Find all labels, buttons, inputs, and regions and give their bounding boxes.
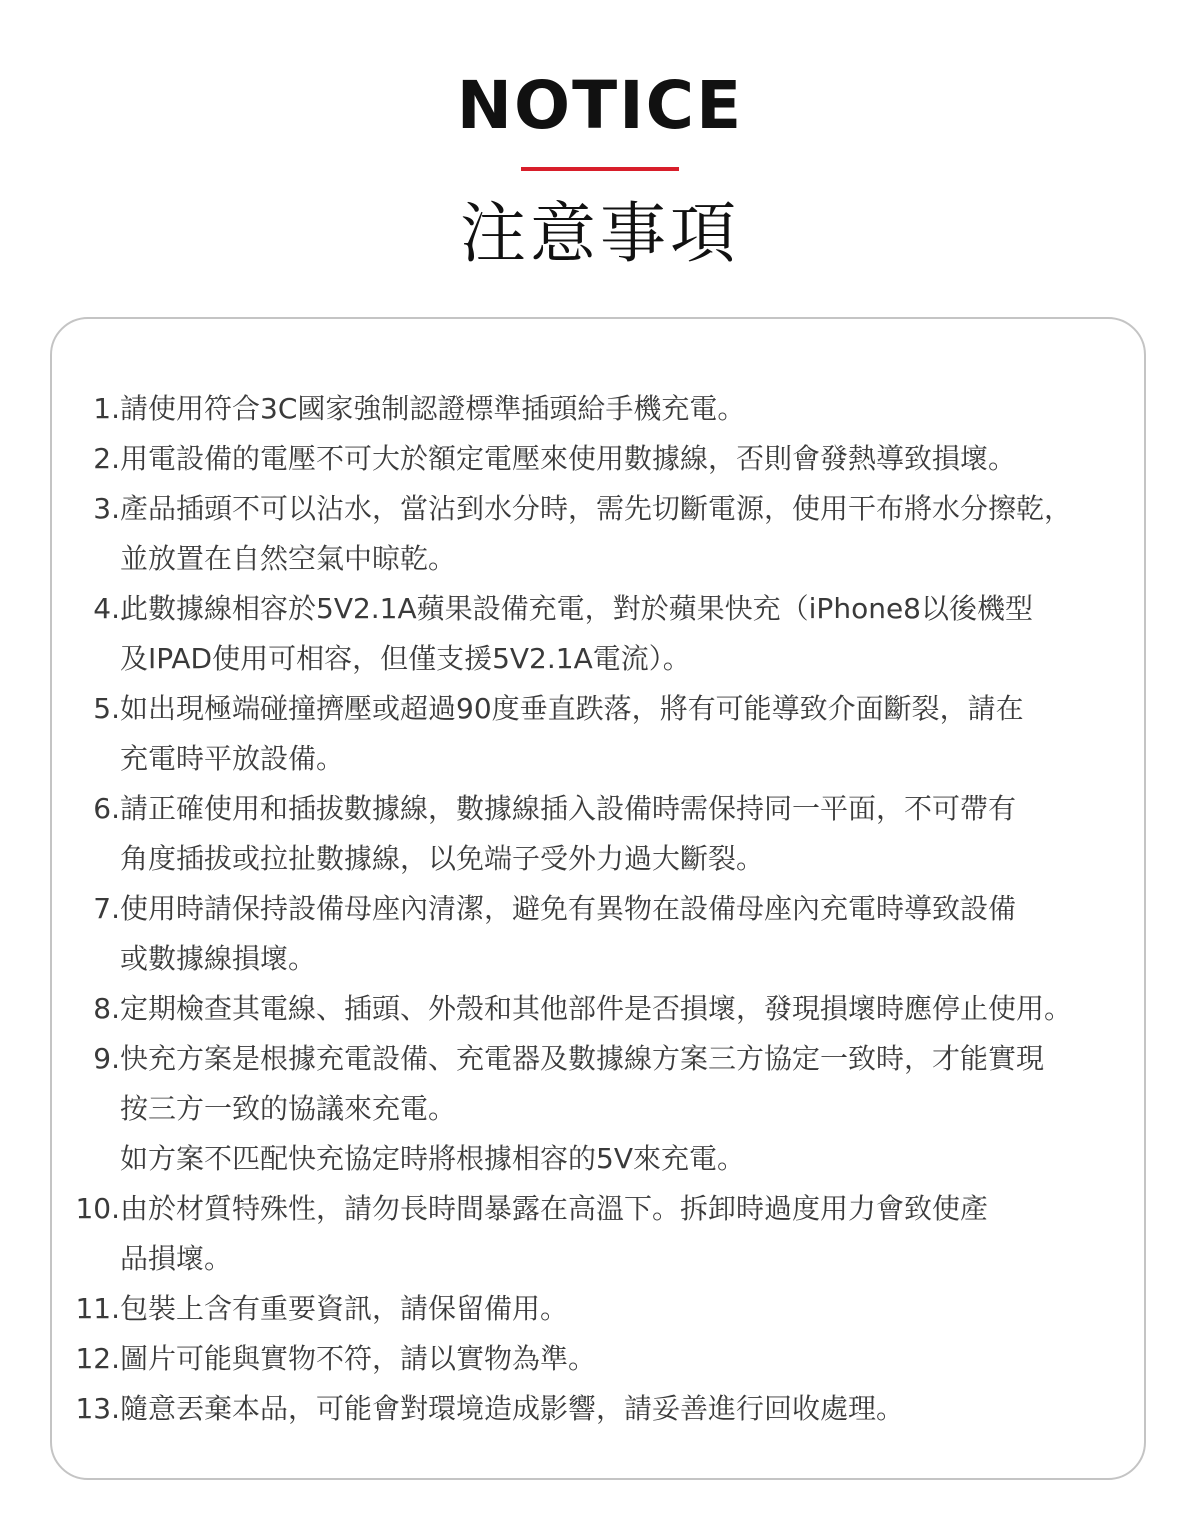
notice-number: 9.	[93, 1042, 120, 1075]
notice-number: 13.	[75, 1392, 120, 1425]
notice-text: 產品插頭不可以沾水，當沾到水分時，需先切斷電源，使用干布將水分擦乾，	[120, 492, 1073, 525]
notice-line	[0, 1284, 1200, 1334]
notice-text: 使用時請保持設備母座內清潔，避免有異物在設備母座內充電時導致設備	[120, 892, 1017, 925]
notice-text: 及IPAD使用可相容，但僅支援5V2.1A電流）。	[120, 642, 691, 675]
notice-text: 請正確使用和插拔數據線，數據線插入設備時需保持同一平面，不可帶有	[120, 792, 1017, 825]
notice-text: 按三方一致的協議來充電。	[120, 1092, 457, 1125]
notice-list	[0, 384, 1200, 1434]
notice-line	[0, 584, 1200, 634]
notice-number: 1.	[93, 392, 120, 425]
notice-text: 角度插拔或拉扯數據線，以免端子受外力過大斷裂。	[120, 842, 765, 875]
notice-line	[0, 684, 1200, 734]
page-title-zh: 注意事項	[460, 195, 740, 272]
notice-line	[0, 1184, 1200, 1234]
notice-line	[0, 1234, 1200, 1284]
notice-line	[0, 484, 1200, 534]
notice-text: 用電設備的電壓不可大於額定電壓來使用數據線，否則會發熱導致損壞。	[120, 442, 1017, 475]
notice-line	[0, 1334, 1200, 1384]
notice-line	[0, 434, 1200, 484]
notice-text: 品損壞。	[120, 1242, 233, 1275]
notice-item	[0, 1334, 1200, 1384]
notice-text: 快充方案是根據充電設備、充電器及數據線方案三方協定一致時，才能實現	[120, 1042, 1045, 1075]
notice-line	[0, 834, 1200, 884]
notice-number: 6.	[93, 792, 120, 825]
notice-item	[0, 1184, 1200, 1284]
notice-line	[0, 734, 1200, 784]
notice-text: 如出現極端碰撞擠壓或超過90度垂直跌落，將有可能導致介面斷裂，請在	[120, 692, 1024, 725]
notice-item	[0, 484, 1200, 584]
notice-line	[0, 634, 1200, 684]
notice-line	[0, 1134, 1200, 1184]
notice-number: 5.	[93, 692, 120, 725]
notice-number: 8.	[93, 992, 120, 1025]
notice-number: 4.	[93, 592, 120, 625]
notice-item	[0, 1034, 1200, 1184]
notice-text: 充電時平放設備。	[120, 742, 345, 775]
notice-line	[0, 1084, 1200, 1134]
notice-line	[0, 884, 1200, 934]
notice-line	[0, 784, 1200, 834]
notice-text: 此數據線相容於5V2.1A蘋果設備充電，對於蘋果快充（iPhone8以後機型	[120, 592, 1033, 625]
title-divider	[521, 167, 679, 171]
page-title-en: NOTICE	[456, 67, 744, 144]
notice-number: 7.	[93, 892, 120, 925]
notice-number: 11.	[75, 1292, 120, 1325]
notice-line	[0, 1384, 1200, 1434]
notice-text: 隨意丟棄本品，可能會對環境造成影響，請妥善進行回收處理。	[120, 1392, 905, 1425]
notice-line	[0, 534, 1200, 584]
notice-item	[0, 584, 1200, 684]
notice-text: 由於材質特殊性，請勿長時間暴露在高溫下。拆卸時過度用力會致使產	[120, 1192, 989, 1225]
notice-number: 2.	[93, 442, 120, 475]
notice-number: 10.	[75, 1192, 120, 1225]
notice-number: 3.	[93, 492, 120, 525]
notice-item	[0, 384, 1200, 434]
notice-text: 圖片可能與實物不符，請以實物為準。	[120, 1342, 597, 1375]
notice-item	[0, 784, 1200, 884]
notice-item	[0, 984, 1200, 1034]
notice-item	[0, 884, 1200, 984]
notice-text: 請使用符合3C國家強制認證標準插頭給手機充電。	[120, 392, 746, 425]
notice-text: 或數據線損壞。	[120, 942, 317, 975]
notice-line	[0, 934, 1200, 984]
notice-text: 並放置在自然空氣中晾乾。	[120, 542, 457, 575]
notice-number: 12.	[75, 1342, 120, 1375]
notice-item	[0, 1384, 1200, 1434]
notice-text: 包裝上含有重要資訊，請保留備用。	[120, 1292, 569, 1325]
notice-text: 如方案不匹配快充協定時將根據相容的5V來充電。	[120, 1142, 745, 1175]
notice-text: 定期檢查其電線、插頭、外殼和其他部件是否損壞，發現損壞時應停止使用。	[120, 992, 1073, 1025]
notice-line	[0, 984, 1200, 1034]
notice-line	[0, 384, 1200, 434]
notice-item	[0, 434, 1200, 484]
notice-item	[0, 684, 1200, 784]
notice-line	[0, 1034, 1200, 1084]
notice-item	[0, 1284, 1200, 1334]
